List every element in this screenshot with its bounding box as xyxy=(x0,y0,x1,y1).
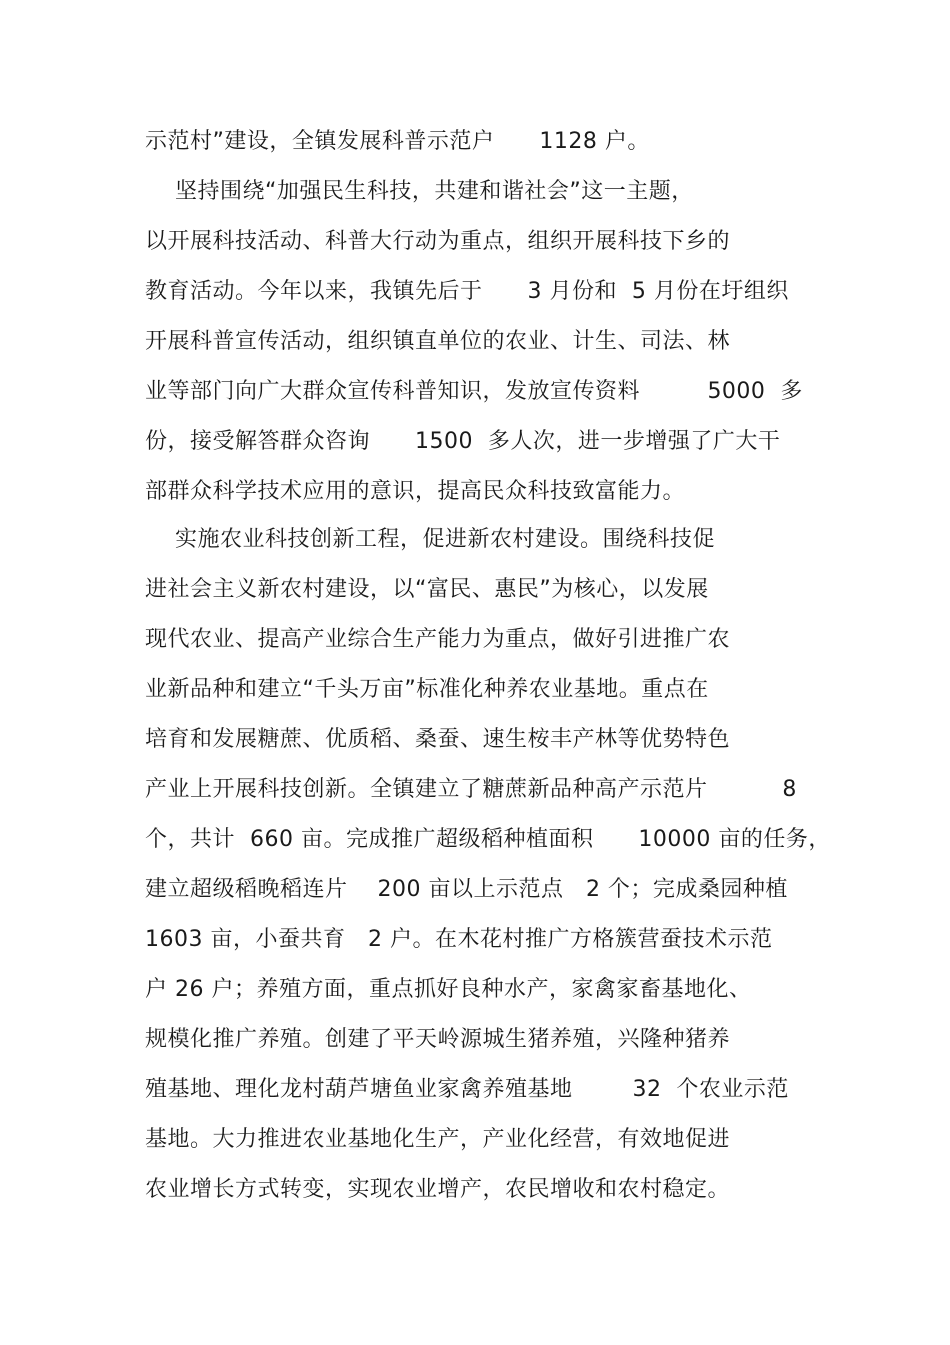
text-line: 个，共计 660 亩。完成推广超级稻种植面积 10000 亩的任务， xyxy=(145,827,831,852)
text-line: 规模化推广养殖。创建了平天岭源城生猪养殖，兴隆种猪养 xyxy=(145,1027,731,1052)
text-line: 农业增长方式转变，实现农业增产，农民增收和农村稳定。 xyxy=(145,1177,731,1202)
text-line: 教育活动。今年以来，我镇先后于 3 月份和 5 月份在圩组织 xyxy=(145,279,789,304)
text-line: 进社会主义新农村建设，以“富民、惠民”为核心，以发展 xyxy=(145,577,709,602)
text-line: 部群众科学技术应用的意识，提高民众科技致富能力。 xyxy=(145,479,686,504)
text-line: 实施农业科技创新工程，促进新农村建设。围绕科技促 xyxy=(145,527,715,552)
text-line: 培育和发展糖蔗、优质稻、桑蚕、速生桉丰产林等优势特色 xyxy=(145,727,731,752)
text-line: 业等部门向广大群众宣传科普知识，发放宣传资料 5000 多 xyxy=(145,379,803,404)
text-line: 1603 亩，小蚕共育 2 户。在木花村推广方格簇营蚕技术示范 xyxy=(145,927,773,952)
text-line: 现代农业、提高产业综合生产能力为重点，做好引进推广农 xyxy=(145,627,731,652)
text-line: 以开展科技活动、科普大行动为重点，组织开展科技下乡的 xyxy=(145,229,731,254)
text-line: 坚持围绕“加强民生科技，共建和谐社会”这一主题， xyxy=(145,179,694,204)
text-line: 业新品种和建立“千头万亩”标准化种养农业基地。重点在 xyxy=(145,677,709,702)
text-line: 产业上开展科技创新。全镇建立了糖蔗新品种高产示范片 8 xyxy=(145,777,797,802)
text-line: 示范村”建设，全镇发展科普示范户 1128 户。 xyxy=(145,129,650,154)
text-line: 基地。大力推进农业基地化生产，产业化经营，有效地促进 xyxy=(145,1127,731,1152)
text-line: 建立超级稻晚稻连片 200 亩以上示范点 2 个；完成桑园种植 xyxy=(145,877,788,902)
text-line: 开展科普宣传活动，组织镇直单位的农业、计生、司法、林 xyxy=(145,329,731,354)
text-line: 户 26 户；养殖方面，重点抓好良种水产，家禽家畜基地化、 xyxy=(145,977,752,1002)
text-line: 殖基地、理化龙村葫芦塘鱼业家禽养殖基地 32 个农业示范 xyxy=(145,1077,789,1102)
text-line: 份，接受解答群众咨询 1500 多人次，进一步增强了广大干 xyxy=(145,429,781,454)
